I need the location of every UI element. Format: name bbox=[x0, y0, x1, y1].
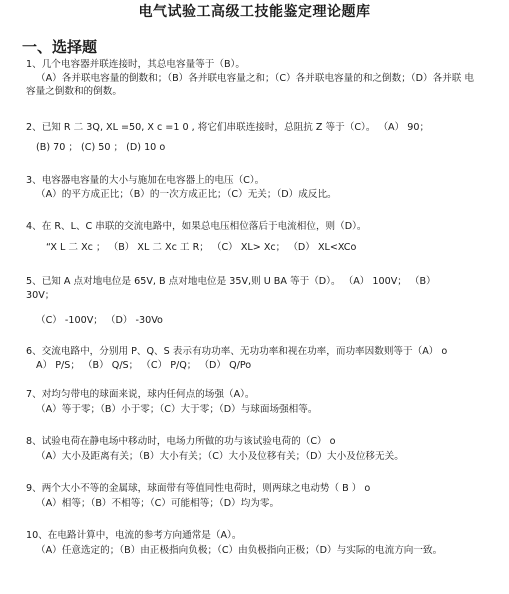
question-2: 2、已知 R 二 3Q, XL =50, X c =1 0 , 将它们串联连接时，总阻抗 Z 等于（C）。 （A） 90； bbox=[26, 122, 430, 133]
question-3: 3、电容器电容量的大小与施加在电容器上的电压（C）。 bbox=[26, 175, 265, 186]
question-5-options-cont: 30V； bbox=[26, 290, 55, 301]
question-9-options: （A）相等；（B）不相等；（C）可能相等；（D）均为零。 bbox=[36, 498, 280, 509]
question-1: 1、几个电容器并联连接时，其总电容量等于（B）。 bbox=[26, 59, 245, 70]
question-4-options: “X L 二 Xc ； （B） XL 二 Xc 工 R； （C） XL> Xc； （D） XL<XCo bbox=[46, 242, 357, 253]
question-10: 10、在电路计算中，电流的参考方向通常是（A）。 bbox=[26, 530, 242, 541]
question-1-options-cont: 容量之倒数和的倒数。 bbox=[26, 86, 122, 97]
question-5-options: （C） -100V； （D） -30Vo bbox=[36, 315, 163, 326]
section-heading: 一、选择题 bbox=[22, 38, 98, 56]
question-6-options: A） P/S； （B） Q/S； （C） P/Q； （D） Q/Po bbox=[36, 360, 252, 371]
question-3-options: （A）的平方成正比；（B）的一次方成正比；（C）无关；（D）成反比。 bbox=[36, 189, 337, 200]
question-2-options: (B) 70 ； (C) 50 ； (D) 10 o bbox=[36, 142, 166, 153]
question-4: 4、在 R、L、C 串联的交流电路中，如果总电压相位落后于电流相位，则（D）。 bbox=[26, 221, 367, 232]
question-5: 5、已知 A 点对地电位是 65V, B 点对地电位是 35V,则 U BA 等于（D）。 （A） 100V； （B） bbox=[26, 276, 436, 287]
question-10-options: （A）任意选定的；（B）由正极指向负极；（C）由负极指向正极；（D）与实际的电流方向一致。 bbox=[36, 545, 443, 556]
page-title: 电气试验工高级工技能鉴定理论题库 bbox=[138, 4, 371, 20]
question-8-options: （A）大小及距离有关；（B）大小有关；（C）大小及位移有关；（D）大小及位移无关。 bbox=[36, 451, 404, 462]
question-7-options: （A）等于零；（B）小于零；（C）大于零；（D）与球面场强相等。 bbox=[36, 404, 318, 415]
question-6: 6、交流电路中，分别用 P、Q、S 表示有功功率、无功功率和视在功率，而功率因数则等于（A） o bbox=[26, 346, 448, 357]
question-7: 7、对均匀带电的球面来说，球内任何点的场强（A）。 bbox=[26, 389, 255, 400]
question-9: 9、两个大小不等的金属球，球面带有等值同性电荷时，则两球之电动势（ B ） o bbox=[26, 483, 371, 494]
question-1-options: （A）各并联电容量的倒数和；（B）各并联电容量之和；（C）各并联电容量的和之倒数；（D）各并联 电 bbox=[36, 73, 475, 84]
question-8: 8、试验电荷在静电场中移动时，电场力所做的功与该试验电荷的（C） o bbox=[26, 436, 336, 447]
